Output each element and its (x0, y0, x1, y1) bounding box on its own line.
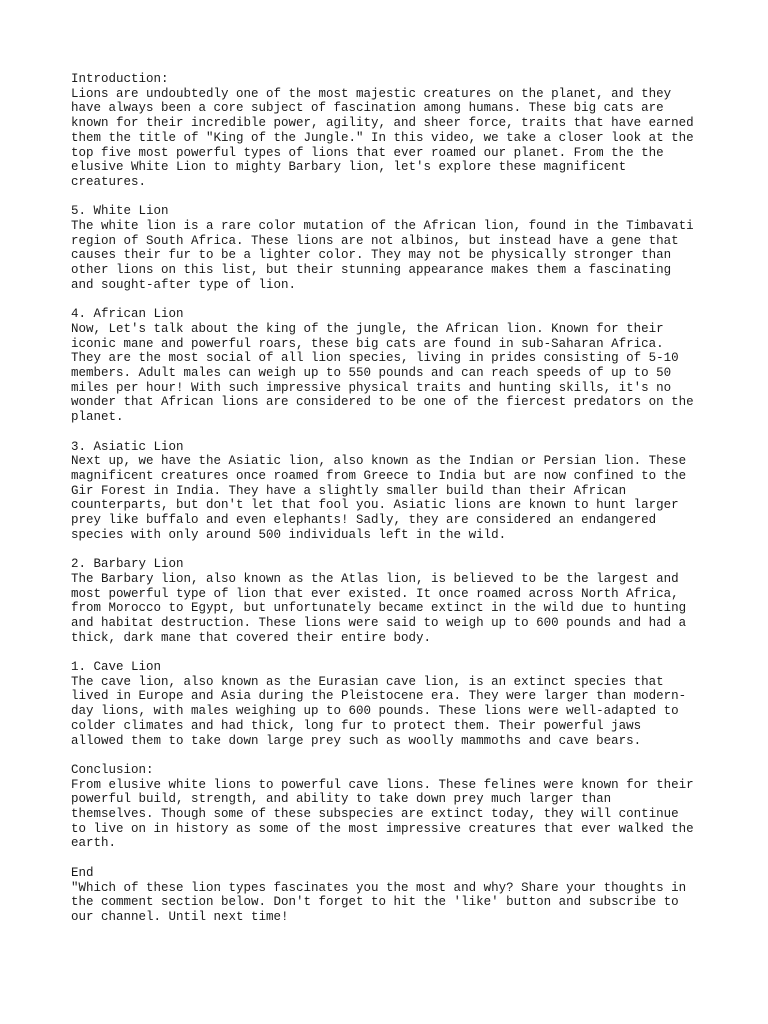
paragraph-line: Gir Forest in India. They have a slightly smaller build than their African (71, 483, 627, 498)
section-heading: 2. Barbary Lion (71, 557, 184, 572)
paragraph-line: known for their incredible power, agility, and sheer force, traits that have earned (71, 116, 694, 131)
paragraph-line: colder climates and had thick, long fur to protect them. Their powerful jaws (71, 718, 642, 733)
paragraph-line: other lions on this list, but their stunning appearance makes them a fascinating (71, 263, 672, 278)
paragraph-line: planet. (71, 410, 124, 425)
paragraph-line: allowed them to take down large prey such as woolly mammoths and cave bears. (71, 733, 642, 748)
paragraph-line: to live on in history as some of the most impressive creatures that ever walked the (71, 821, 694, 836)
section-heading: 4. African Lion (71, 307, 184, 322)
document-section (71, 307, 711, 425)
paragraph-line: members. Adult males can weigh up to 550 pounds and can reach speeds of up to 50 (71, 366, 672, 381)
paragraph-line: our channel. Until next time! (71, 909, 289, 924)
document-section (71, 440, 711, 543)
paragraph-line: themselves. Though some of these subspecies are extinct today, they will continue (71, 807, 679, 822)
section-heading: End (71, 865, 94, 880)
paragraph-line: Lions are undoubtedly one of the most majestic creatures on the planet, and they (71, 86, 672, 101)
paragraph-line: them the title of "King of the Jungle." In this video, we take a closer look at the (71, 130, 694, 145)
paragraph-line: counterparts, but don't let that fool you. Asiatic lions are known to hunt larger (71, 498, 679, 513)
paragraph-line: prey like buffalo and even elephants! Sadly, they are considered an endangered (71, 513, 657, 528)
document-section (71, 866, 711, 925)
paragraph-line: miles per hour! With such impressive physical traits and hunting skills, it's no (71, 380, 672, 395)
paragraph-line: They are the most social of all lion species, living in prides consisting of 5-10 (71, 351, 679, 366)
paragraph-line: the comment section below. Don't forget to hit the 'like' button and subscribe to (71, 895, 679, 910)
paragraph-line: day lions, with males weighing up to 600 pounds. These lions were well-adapted to (71, 704, 679, 719)
paragraph-line: wonder that African lions are considered to be one of the fiercest predators on the (71, 395, 694, 410)
paragraph-line: have always been a core subject of fascination among humans. These big cats are (71, 101, 664, 116)
paragraph-line: lived in Europe and Asia during the Pleistocene era. They were larger than modern- (71, 689, 687, 704)
paragraph-line: and habitat destruction. These lions were said to weigh up to 600 pounds and had a (71, 615, 687, 630)
paragraph-line: Next up, we have the Asiatic lion, also known as the Indian or Persian lion. These (71, 454, 687, 469)
section-heading: Conclusion: (71, 762, 154, 777)
document-section (71, 72, 711, 190)
document-section (71, 557, 711, 645)
paragraph-line: From elusive white lions to powerful cave lions. These felines were known for their (71, 777, 694, 792)
paragraph-line: The white lion is a rare color mutation of the African lion, found in the Timbavati (71, 219, 694, 234)
paragraph-line: "Which of these lion types fascinates you the most and why? Share your thoughts in (71, 880, 687, 895)
paragraph-line: and sought-after type of lion. (71, 277, 297, 292)
document-section (71, 660, 711, 748)
paragraph-line: from Morocco to Egypt, but unfortunately became extinct in the wild due to hunting (71, 601, 687, 616)
paragraph-line: magnificent creatures once roamed from Greece to India but are now confined to the (71, 468, 687, 483)
paragraph-line: species with only around 500 individuals left in the wild. (71, 527, 507, 542)
paragraph-line: most powerful type of lion that ever existed. It once roamed across North Africa, (71, 586, 679, 601)
document-section (71, 763, 711, 851)
section-heading: 3. Asiatic Lion (71, 439, 184, 454)
paragraph-line: Now, Let's talk about the king of the jungle, the African lion. Known for their (71, 321, 664, 336)
paragraph-line: The Barbary lion, also known as the Atlas lion, is believed to be the largest and (71, 571, 679, 586)
paragraph-line: earth. (71, 836, 117, 851)
paragraph-line: powerful build, strength, and ability to take down prey much larger than (71, 792, 612, 807)
paragraph-line: region of South Africa. These lions are not albinos, but instead have a gene that (71, 233, 679, 248)
paragraph-line: causes their fur to be a lighter color. They may not be physically stronger than (71, 248, 672, 263)
section-heading: Introduction: (71, 72, 169, 86)
paragraph-line: creatures. (71, 174, 147, 189)
paragraph-line: iconic mane and powerful roars, these big cats are found in sub-Saharan Africa. (71, 336, 664, 351)
paragraph-line: elusive White Lion to mighty Barbary lion, let's explore these magnificent (71, 160, 627, 175)
section-heading: 5. White Lion (71, 204, 169, 219)
paragraph-line: The cave lion, also known as the Eurasian cave lion, is an extinct species that (71, 674, 664, 689)
document-page (71, 72, 711, 939)
paragraph-line: thick, dark mane that covered their entire body. (71, 630, 432, 645)
paragraph-line: top five most powerful types of lions that ever roamed our planet. From the the (71, 145, 664, 160)
document-section (71, 204, 711, 292)
section-heading: 1. Cave Lion (71, 660, 162, 675)
